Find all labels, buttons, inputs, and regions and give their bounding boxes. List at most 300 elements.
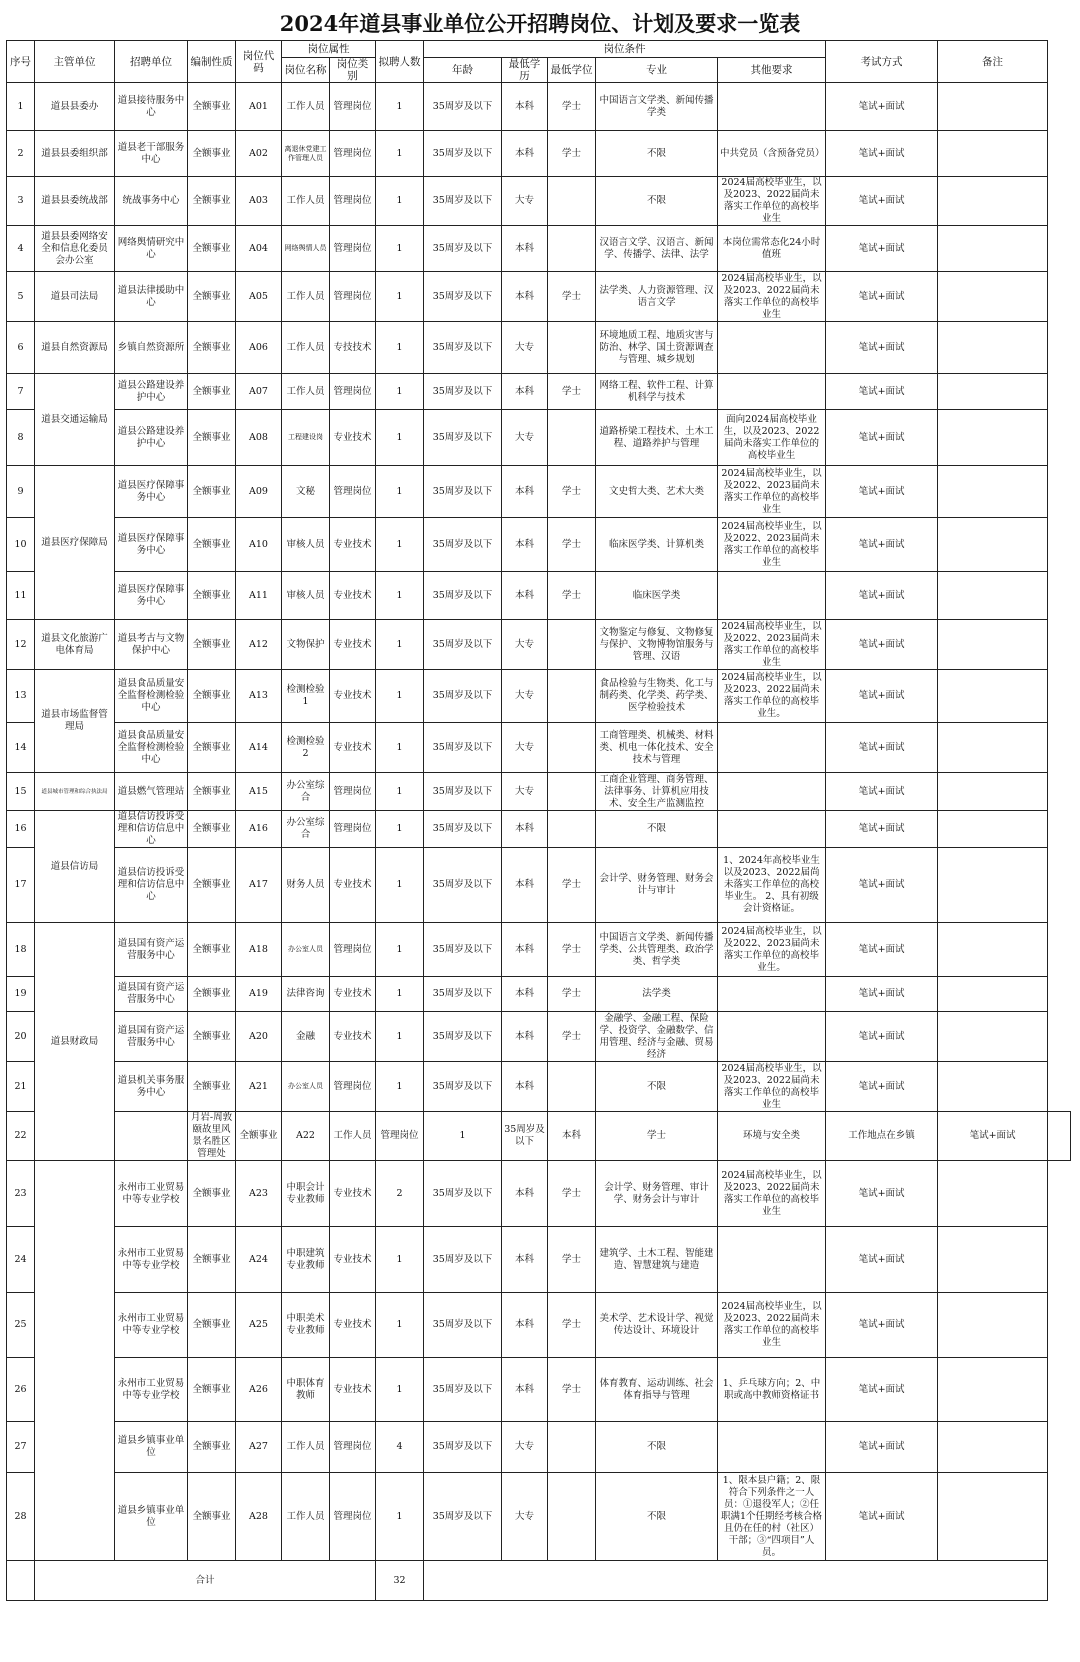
cell-major: 法学类 [596, 977, 718, 1012]
cell-nature: 全额事业 [188, 923, 236, 977]
cell-post-type: 专业技术 [330, 977, 376, 1012]
header-unit: 招聘单位 [115, 41, 188, 83]
cell-remark [938, 1422, 1048, 1473]
cell-post-name: 工作人员 [282, 1422, 330, 1473]
cell-code: A24 [236, 1227, 282, 1293]
cell-exam: 笔试+面试 [826, 518, 938, 572]
cell-other: 1、2024年高校毕业生以及2023、2022届尚未落实工作单位的高校毕业生。 2、具有初级会计资格证。 [718, 848, 826, 923]
cell-age: 35周岁及以下 [424, 83, 502, 131]
cell-post-type: 专业技术 [330, 410, 376, 466]
cell-seq: 12 [7, 620, 35, 670]
cell-nature: 全额事业 [188, 977, 236, 1012]
cell-post-name: 办公室综合 [282, 811, 330, 848]
cell-major: 工商企业管理、商务管理、法律事务、计算机应用技术、安全生产监测监控 [596, 773, 718, 811]
cell-major: 不限 [596, 1062, 718, 1112]
cell-other [718, 811, 826, 848]
cell-edu: 本科 [502, 1161, 548, 1227]
cell-post-type: 管理岗位 [330, 131, 376, 177]
cell-supervisor: 道县财政局 [35, 923, 115, 1161]
cell-other: 中共党员（含预备党员） [718, 131, 826, 177]
cell-exam: 笔试+面试 [826, 1293, 938, 1358]
cell-major: 金融学、金融工程、保险学、投资学、金融数学、信用管理、经济与金融、贸易经济 [596, 1012, 718, 1062]
cell-seq: 23 [7, 1161, 35, 1227]
cell-nature: 全额事业 [188, 1227, 236, 1293]
table-row [7, 620, 1071, 670]
cell-degree [548, 773, 596, 811]
header-nature: 编制性质 [188, 41, 236, 83]
cell-post-type: 管理岗位 [330, 811, 376, 848]
cell-nature: 全额事业 [188, 272, 236, 322]
cell-unit: 道县法律援助中心 [115, 272, 188, 322]
cell-exam: 笔试+面试 [826, 177, 938, 226]
cell-degree: 学士 [548, 572, 596, 620]
cell-exam: 笔试+面试 [826, 1227, 938, 1293]
cell-major: 临床医学类、计算机类 [596, 518, 718, 572]
cell-count: 1 [424, 1112, 502, 1161]
cell-unit: 网络舆情研究中心 [115, 226, 188, 272]
cell-other: 2024届高校毕业生，以及2022、2023届尚未落实工作单位的高校毕业生。 [718, 923, 826, 977]
cell-code: A27 [236, 1422, 282, 1473]
cell-edu: 本科 [502, 83, 548, 131]
cell-post-type: 管理岗位 [330, 374, 376, 410]
cell-code: A13 [236, 670, 282, 723]
cell-degree: 学士 [548, 848, 596, 923]
cell-post-type: 专业技术 [330, 518, 376, 572]
cell-major: 环境与安全类 [718, 1112, 826, 1161]
cell-seq: 3 [7, 177, 35, 226]
cell-edu: 本科 [548, 1112, 596, 1161]
header-seq: 序号 [7, 41, 35, 83]
cell-remark [938, 1062, 1048, 1112]
cell-degree [548, 226, 596, 272]
cell-edu: 本科 [502, 977, 548, 1012]
cell-post-name: 工作人员 [282, 374, 330, 410]
cell-supervisor: 道县文化旅游广电体育局 [35, 620, 115, 670]
header-code: 岗位代码 [236, 41, 282, 83]
table-row [7, 322, 1071, 374]
table-row [7, 1112, 1071, 1161]
table-row [7, 1227, 1071, 1293]
cell-age: 35周岁及以下 [424, 466, 502, 518]
cell-code: A09 [236, 466, 282, 518]
cell-major: 工商管理类、机械类、材料类、机电一体化技术、安全技术与管理 [596, 723, 718, 773]
cell-degree: 学士 [548, 374, 596, 410]
total-label: 合计 [35, 1561, 376, 1601]
cell-count: 1 [376, 374, 424, 410]
cell-age: 35周岁及以下 [424, 131, 502, 177]
cell-unit: 统战事务中心 [115, 177, 188, 226]
cell-supervisor: 道县市场监督管理局 [35, 670, 115, 773]
cell-major: 文史哲大类、艺术大类 [596, 466, 718, 518]
cell-supervisor [115, 1112, 188, 1161]
cell-code: A04 [236, 226, 282, 272]
table-row [7, 1358, 1071, 1422]
cell-other: 2024届高校毕业生，以及2022、2023届尚未落实工作单位的高校毕业生 [718, 466, 826, 518]
cell-remark [938, 1473, 1048, 1561]
cell-edu: 本科 [502, 466, 548, 518]
page-title: 2024年道县事业单位公开招聘岗位、计划及要求一览表 [279, 11, 801, 36]
cell-post-type: 专业技术 [330, 670, 376, 723]
cell-post-type: 管理岗位 [330, 466, 376, 518]
header-exam: 考试方式 [826, 41, 938, 83]
cell-edu: 本科 [502, 572, 548, 620]
cell-nature: 全额事业 [188, 1012, 236, 1062]
cell-remark [938, 723, 1048, 773]
cell-age: 35周岁及以下 [424, 773, 502, 811]
cell-count: 1 [376, 1293, 424, 1358]
cell-age: 35周岁及以下 [424, 177, 502, 226]
cell-post-name: 工作人员 [282, 83, 330, 131]
header-age: 年龄 [424, 58, 502, 83]
cell-age: 35周岁及以下 [424, 923, 502, 977]
cell-code: A07 [236, 374, 282, 410]
cell-post-name: 工作人员 [282, 177, 330, 226]
cell-remark [938, 131, 1048, 177]
cell-other [718, 1422, 826, 1473]
cell-post-type: 专业技术 [330, 1227, 376, 1293]
cell-post-type: 专业技术 [330, 1293, 376, 1358]
cell-unit: 道县乡镇事业单位 [115, 1422, 188, 1473]
cell-unit: 道县公路建设养护中心 [115, 410, 188, 466]
cell-nature: 全额事业 [188, 620, 236, 670]
cell-major: 不限 [596, 177, 718, 226]
cell-edu: 本科 [502, 272, 548, 322]
cell-remark [938, 322, 1048, 374]
cell-exam: 笔试+面试 [826, 1062, 938, 1112]
cell-exam: 笔试+面试 [826, 572, 938, 620]
cell-exam: 笔试+面试 [826, 226, 938, 272]
cell-count: 1 [376, 1473, 424, 1561]
cell-post-type: 专业技术 [330, 1358, 376, 1422]
cell-count: 1 [376, 923, 424, 977]
cell-edu: 大专 [502, 1473, 548, 1561]
header-degree: 最低学位 [548, 58, 596, 83]
cell-remark [938, 466, 1048, 518]
cell-code: A02 [236, 131, 282, 177]
cell-post-type: 专业技术 [330, 572, 376, 620]
cell-code: A20 [236, 1012, 282, 1062]
cell-age: 35周岁及以下 [424, 620, 502, 670]
cell-edu: 本科 [502, 1293, 548, 1358]
cell-other [718, 374, 826, 410]
cell-post-name: 文秘 [282, 466, 330, 518]
cell-post-type: 专业技术 [330, 848, 376, 923]
cell-degree [548, 322, 596, 374]
cell-supervisor: 道县县委办 [35, 83, 115, 131]
cell-post-type: 管理岗位 [376, 1112, 424, 1161]
cell-major: 环境地质工程、地质灾害与防治、林学、国土资源调查与管理、城乡规划 [596, 322, 718, 374]
cell-nature: 全额事业 [188, 1422, 236, 1473]
cell-other [718, 322, 826, 374]
cell-unit: 月岩-周敦颐故里风景名胜区管理处 [188, 1112, 236, 1161]
table-row [7, 83, 1071, 131]
cell-remark [938, 177, 1048, 226]
cell-nature: 全额事业 [188, 410, 236, 466]
cell-edu: 大专 [502, 322, 548, 374]
cell-post-name: 工作人员 [282, 272, 330, 322]
cell-count: 1 [376, 977, 424, 1012]
cell-count: 1 [376, 226, 424, 272]
cell-degree: 学士 [548, 518, 596, 572]
cell-major: 临床医学类 [596, 572, 718, 620]
cell-edu: 大专 [502, 620, 548, 670]
header-count: 拟聘人数 [376, 41, 424, 83]
cell-code: A17 [236, 848, 282, 923]
cell-exam: 笔试+面试 [826, 811, 938, 848]
cell-post-name: 财务人员 [282, 848, 330, 923]
cell-post-name: 工作人员 [282, 322, 330, 374]
cell-age: 35周岁及以下 [424, 410, 502, 466]
cell-code: A11 [236, 572, 282, 620]
cell-exam: 笔试+面试 [826, 848, 938, 923]
cell-seq: 16 [7, 811, 35, 848]
cell-seq: 22 [7, 1112, 35, 1161]
cell-supervisor: 道县交通运输局 [35, 374, 115, 466]
cell-code: A15 [236, 773, 282, 811]
cell-unit: 道县乡镇事业单位 [115, 1473, 188, 1561]
cell-nature: 全额事业 [188, 848, 236, 923]
cell-post-type: 专业技术 [330, 1012, 376, 1062]
cell-seq: 9 [7, 466, 35, 518]
table-row [7, 1062, 1071, 1112]
cell-nature: 全额事业 [188, 131, 236, 177]
cell-unit: 道县国有资产运营服务中心 [115, 977, 188, 1012]
cell-major: 不限 [596, 811, 718, 848]
cell-code: A05 [236, 272, 282, 322]
cell-unit: 道县食品质量安全监督检测检验中心 [115, 723, 188, 773]
cell-remark [938, 620, 1048, 670]
recruitment-table [6, 40, 1071, 1601]
cell-seq: 1 [7, 83, 35, 131]
cell-major: 不限 [596, 131, 718, 177]
cell-count: 1 [376, 177, 424, 226]
cell-code: A18 [236, 923, 282, 977]
cell-edu: 本科 [502, 1358, 548, 1422]
total-row [7, 1561, 1071, 1601]
cell-post-type: 管理岗位 [330, 1422, 376, 1473]
cell-age: 35周岁及以下 [424, 811, 502, 848]
cell-remark [938, 374, 1048, 410]
cell-post-name: 法律咨询 [282, 977, 330, 1012]
header-post-attr: 岗位属性 [282, 41, 376, 58]
cell-count: 1 [376, 322, 424, 374]
cell-edu: 本科 [502, 131, 548, 177]
cell-post-type: 管理岗位 [330, 1473, 376, 1561]
cell-post-name: 中职会计专业教师 [282, 1161, 330, 1227]
cell-remark [938, 811, 1048, 848]
cell-remark [938, 1227, 1048, 1293]
header-post-type: 岗位类别 [330, 58, 376, 83]
cell-post-name: 工程建设岗 [282, 410, 330, 466]
cell-major: 体育教育、运动训练、社会体育指导与管理 [596, 1358, 718, 1422]
cell-age: 35周岁及以下 [424, 1062, 502, 1112]
cell-edu: 本科 [502, 923, 548, 977]
cell-remark [938, 410, 1048, 466]
table-row [7, 374, 1071, 410]
cell-count: 1 [376, 466, 424, 518]
cell-code: A25 [236, 1293, 282, 1358]
cell-nature: 全额事业 [188, 1358, 236, 1422]
cell-remark [938, 670, 1048, 723]
table-row [7, 848, 1071, 923]
cell-seq: 18 [7, 923, 35, 977]
cell-count: 1 [376, 1012, 424, 1062]
cell-edu: 本科 [502, 518, 548, 572]
cell-unit: 道县国有资产运营服务中心 [115, 1012, 188, 1062]
header-edu: 最低学历 [502, 58, 548, 83]
cell-count: 1 [376, 518, 424, 572]
header-supervisor: 主管单位 [35, 41, 115, 83]
cell-age: 35周岁及以下 [424, 848, 502, 923]
cell-other [718, 572, 826, 620]
cell-nature: 全额事业 [188, 322, 236, 374]
cell-unit: 永州市工业贸易中等专业学校 [115, 1293, 188, 1358]
cell-other: 工作地点在乡镇 [826, 1112, 938, 1161]
cell-unit: 永州市工业贸易中等专业学校 [115, 1358, 188, 1422]
cell-seq: 4 [7, 226, 35, 272]
cell-major: 建筑学、土木工程、智能建造、智慧建筑与建造 [596, 1227, 718, 1293]
cell-code: A21 [236, 1062, 282, 1112]
cell-remark [938, 848, 1048, 923]
table-row [7, 773, 1071, 811]
cell-post-type: 专业技术 [330, 1161, 376, 1227]
cell-edu: 大专 [502, 177, 548, 226]
cell-exam: 笔试+面试 [826, 466, 938, 518]
cell-age: 35周岁及以下 [424, 1161, 502, 1227]
table-row [7, 811, 1071, 848]
cell-exam: 笔试+面试 [826, 374, 938, 410]
cell-unit: 道县考古与文物保护中心 [115, 620, 188, 670]
cell-exam: 笔试+面试 [826, 670, 938, 723]
cell-other: 2024届高校毕业生，以及2023、2022届尚未落实工作单位的高校毕业生 [718, 272, 826, 322]
cell-major: 不限 [596, 1422, 718, 1473]
table-row [7, 177, 1071, 226]
cell-count: 1 [376, 572, 424, 620]
cell-age: 35周岁及以下 [502, 1112, 548, 1161]
cell-exam: 笔试+面试 [826, 1161, 938, 1227]
cell-age: 35周岁及以下 [424, 723, 502, 773]
cell-degree [548, 177, 596, 226]
cell-exam: 笔试+面试 [826, 773, 938, 811]
cell-age: 35周岁及以下 [424, 374, 502, 410]
header-conditions: 岗位条件 [424, 41, 826, 58]
cell-degree [548, 1422, 596, 1473]
cell-unit: 道县医疗保障事务中心 [115, 518, 188, 572]
cell-supervisor: 道县城市管理和综合执法局 [35, 773, 115, 811]
cell-other [718, 1227, 826, 1293]
cell-other: 2024届高校毕业生，以及2023、2022届尚未落实工作单位的高校毕业生。 [718, 670, 826, 723]
cell-degree: 学士 [548, 131, 596, 177]
cell-post-name: 网络舆情人员 [282, 226, 330, 272]
cell-code: A26 [236, 1358, 282, 1422]
cell-nature: 全额事业 [188, 1161, 236, 1227]
cell-other: 2024届高校毕业生，以及2022、2023届尚未落实工作单位的高校毕业生 [718, 518, 826, 572]
cell-post-type: 管理岗位 [330, 272, 376, 322]
cell-seq: 5 [7, 272, 35, 322]
cell-major: 会计学、财务管理、审计学、财务会计与审计 [596, 1161, 718, 1227]
cell-edu: 本科 [502, 1227, 548, 1293]
cell-exam: 笔试+面试 [826, 322, 938, 374]
cell-post-type: 管理岗位 [330, 83, 376, 131]
cell-count: 4 [376, 1422, 424, 1473]
cell-other: 1、限本县户籍；2、限符合下列条件之一人员：①退役军人；②任职满1个任期经考核合格且仍在任的村（社区）干部；③“四项目”人员。 [718, 1473, 826, 1561]
cell-unit: 道县食品质量安全监督检测检验中心 [115, 670, 188, 723]
table-row [7, 1161, 1071, 1227]
cell-degree: 学士 [548, 1227, 596, 1293]
cell-age: 35周岁及以下 [424, 1473, 502, 1561]
cell-unit: 道县燃气管理站 [115, 773, 188, 811]
cell-unit: 道县国有资产运营服务中心 [115, 923, 188, 977]
cell-seq: 25 [7, 1293, 35, 1358]
cell-nature: 全额事业 [188, 1293, 236, 1358]
cell-age: 35周岁及以下 [424, 572, 502, 620]
cell-post-name: 审核人员 [282, 518, 330, 572]
cell-major: 汉语言文学、汉语言、新闻学、传播学、法律、法学 [596, 226, 718, 272]
cell-seq: 17 [7, 848, 35, 923]
cell-nature: 全额事业 [188, 83, 236, 131]
cell-exam: 笔试+面试 [826, 131, 938, 177]
total-count: 32 [376, 1561, 424, 1601]
table-row [7, 1422, 1071, 1473]
cell-nature: 全额事业 [188, 723, 236, 773]
cell-major: 文物鉴定与修复、文物修复与保护、文物博物馆服务与管理、汉语 [596, 620, 718, 670]
cell-remark [938, 226, 1048, 272]
cell-age: 35周岁及以下 [424, 1012, 502, 1062]
cell-seq: 19 [7, 977, 35, 1012]
cell-post-type: 管理岗位 [330, 923, 376, 977]
cell-age: 35周岁及以下 [424, 272, 502, 322]
cell-remark [1048, 1112, 1071, 1161]
cell-remark [938, 977, 1048, 1012]
cell-age: 35周岁及以下 [424, 518, 502, 572]
cell-count: 1 [376, 272, 424, 322]
cell-code: A12 [236, 620, 282, 670]
cell-other: 1、乒乓球方向；2、中职或高中教师资格证书 [718, 1358, 826, 1422]
cell-supervisor: 道县县委统战部 [35, 177, 115, 226]
header-remark: 备注 [938, 41, 1048, 83]
cell-post-name: 检测检验2 [282, 723, 330, 773]
cell-seq: 7 [7, 374, 35, 410]
table-row [7, 131, 1071, 177]
cell-code: A01 [236, 83, 282, 131]
cell-remark [938, 83, 1048, 131]
cell-exam: 笔试+面试 [826, 1358, 938, 1422]
cell-seq: 26 [7, 1358, 35, 1422]
cell-degree: 学士 [548, 923, 596, 977]
cell-degree [548, 811, 596, 848]
cell-code: A08 [236, 410, 282, 466]
cell-edu: 本科 [502, 1012, 548, 1062]
cell-major: 法学类、人力资源管理、汉语言文学 [596, 272, 718, 322]
total-rest [424, 1561, 1048, 1601]
cell-seq: 15 [7, 773, 35, 811]
cell-unit: 道县老干部服务中心 [115, 131, 188, 177]
table-row [7, 1012, 1071, 1062]
table-row [7, 410, 1071, 466]
cell-post-name: 办公室综合 [282, 773, 330, 811]
cell-degree: 学士 [548, 1293, 596, 1358]
cell-post-name: 审核人员 [282, 572, 330, 620]
cell-exam: 笔试+面试 [938, 1112, 1048, 1161]
cell-exam: 笔试+面试 [826, 1473, 938, 1561]
cell-nature: 全额事业 [188, 1062, 236, 1112]
table-row [7, 272, 1071, 322]
cell-post-type: 管理岗位 [330, 226, 376, 272]
cell-post-type: 专业技术 [330, 723, 376, 773]
cell-post-type: 专业技术 [330, 620, 376, 670]
cell-count: 1 [376, 670, 424, 723]
cell-other: 2024届高校毕业生，以及2022、2023届尚未落实工作单位的高校毕业生 [718, 620, 826, 670]
